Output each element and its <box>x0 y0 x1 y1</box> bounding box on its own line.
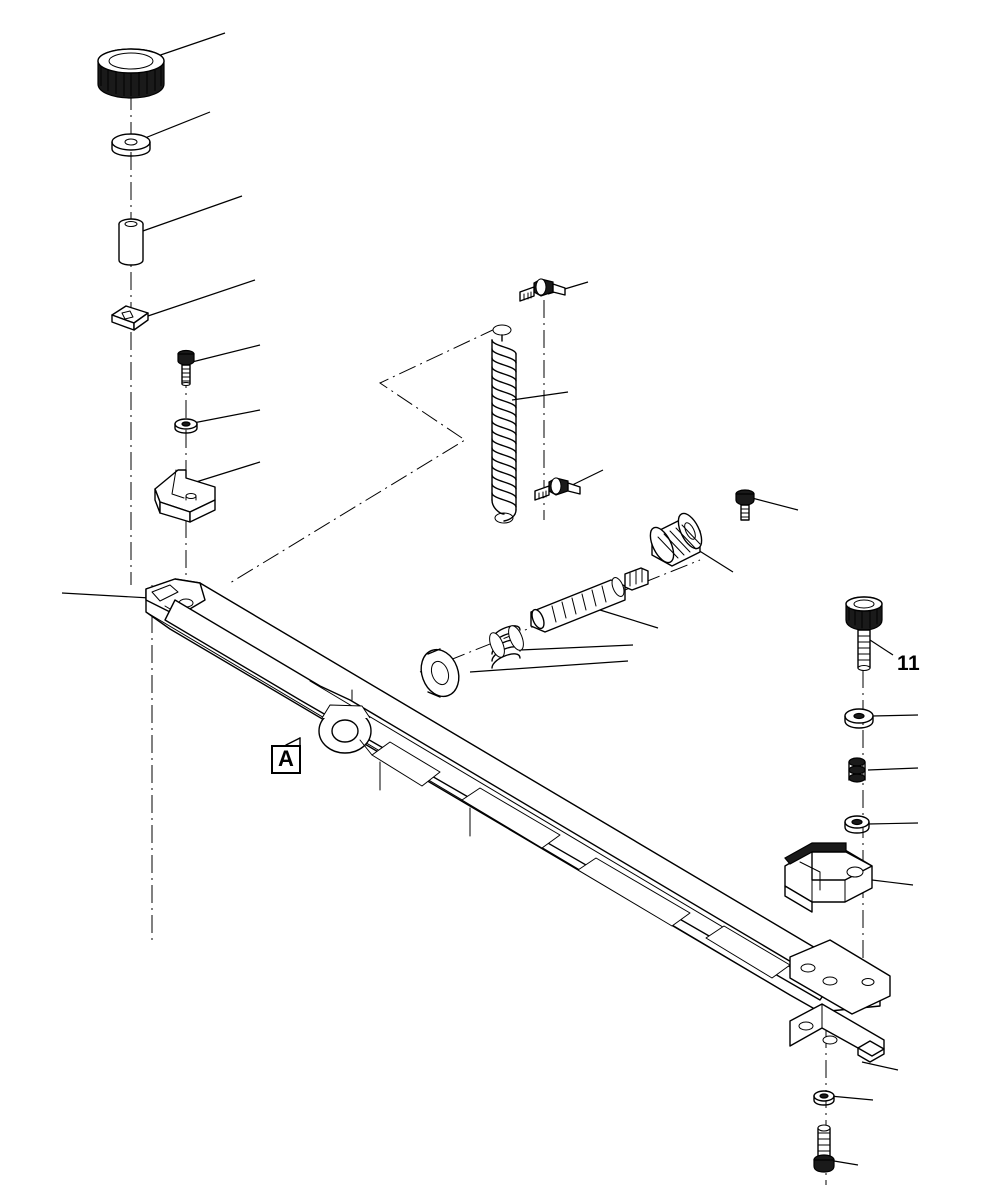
section-path-dashdot <box>230 328 497 583</box>
cast-mounting-bracket <box>785 843 872 912</box>
set-screw-right <box>736 490 754 520</box>
thrust-washer <box>415 644 465 701</box>
screw-bottom <box>814 1125 834 1172</box>
flat-mounting-plate <box>790 1004 884 1062</box>
callout-11: 11 <box>897 652 921 675</box>
flat-washer-right <box>845 709 873 728</box>
hex-flange-bolt-upper <box>520 279 565 301</box>
hex-flange-bolt-lower <box>535 478 580 500</box>
washer-bottom <box>814 1091 834 1105</box>
threaded-shaft <box>530 568 648 632</box>
knob-with-stud <box>846 597 882 671</box>
shoulder-screw <box>178 351 194 386</box>
flat-stamped-bracket <box>155 470 215 522</box>
knurled-adjuster-wheel <box>646 510 707 566</box>
spring-washer-stack <box>849 758 865 782</box>
section-marker-a: A <box>271 745 301 774</box>
knurled-knob-top <box>98 49 164 98</box>
lock-washer-right <box>845 816 869 833</box>
small-bracket-clip <box>112 306 148 330</box>
extension-spring <box>492 325 516 523</box>
compression-spring <box>487 624 527 668</box>
spacer-sleeve <box>119 219 143 265</box>
